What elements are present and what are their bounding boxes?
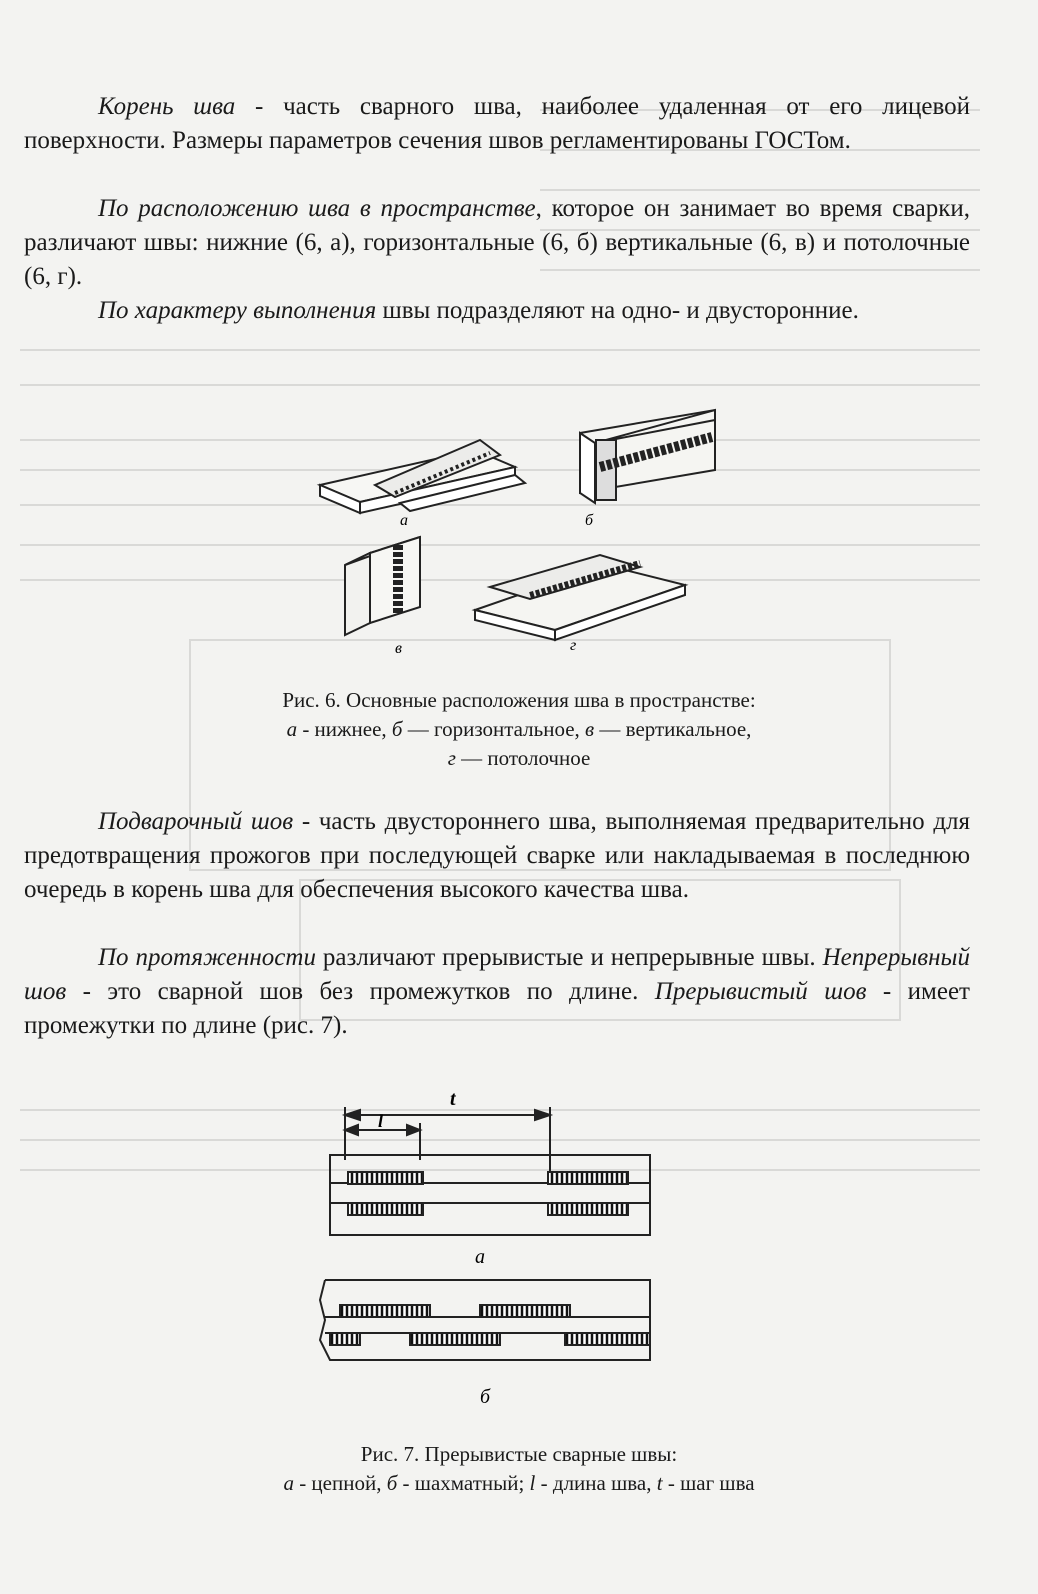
figure-7-intermittent-welds	[310, 1085, 670, 1415]
cap-g-text: — потолочное	[455, 746, 591, 770]
term-intermittent: Прерывистый шов	[654, 978, 867, 1005]
figure-7-caption-line1: Рис. 7. Прерывистые сварные швы:	[360, 1442, 678, 1466]
cap-a: а	[283, 1471, 294, 1495]
cap-a-text: - нижнее,	[297, 717, 392, 741]
figure-6-caption-line3	[0, 744, 1038, 773]
fig6-label-g: г	[570, 637, 577, 654]
term-execution: По характеру выполнения	[98, 297, 377, 324]
paragraph-text: различают прерывистые и непрерывные швы.	[315, 944, 823, 971]
cap-b: б	[391, 717, 403, 741]
fig6-label-a: а	[400, 512, 408, 529]
cap-b-text: — горизонтальное,	[402, 717, 586, 741]
cap-b: б	[386, 1471, 398, 1495]
paragraph-position	[24, 192, 970, 294]
cap-b-text: - шахматный;	[397, 1471, 530, 1495]
cap-l: l	[529, 1471, 536, 1495]
paragraph-length	[24, 941, 970, 1043]
fig7-label-b: б	[480, 1386, 491, 1408]
term-backing: Подварочный шов	[98, 808, 294, 835]
paragraph-text: - это сварной шов без промежутков по длине.	[66, 978, 655, 1005]
term-length: По протяженности	[98, 944, 316, 971]
figure-6-weld-positions	[300, 395, 760, 660]
cap-v: в	[585, 717, 595, 741]
figure-6-caption-line2	[0, 715, 1038, 744]
cap-t-text: - шаг шва	[662, 1471, 755, 1495]
paragraph-text: швы подразделяют на одно- и двусторонние.	[376, 297, 859, 324]
paragraph-execution	[24, 294, 970, 328]
paragraph-root-of-weld	[24, 90, 970, 158]
term-position: По расположению шва в пространстве	[98, 195, 536, 222]
paragraph-text: , которое он занимает во время сварки, различают швы: нижние (6, а), горизонтальные (6, б) вертикальные (6, в) и потолочные (6, г).	[24, 195, 971, 290]
fig6-label-b: б	[585, 512, 594, 529]
fig7-label-l: l	[378, 1111, 384, 1131]
cap-a-text: - цепной,	[293, 1471, 387, 1495]
paragraph-backing-weld	[24, 805, 970, 907]
fig6-label-v: в	[395, 640, 402, 657]
paragraph-text: - часть сварного шва, наиболее удаленная от его лицевой поверхности. Размеры параметров сечения швов регламентированы ГОСТом.	[24, 93, 970, 154]
paragraph-text: - имеет промежутки по длине (рис. 7).	[24, 978, 970, 1039]
figure-7-caption-line2	[0, 1469, 1038, 1498]
cap-t: t	[656, 1471, 663, 1495]
cap-v-text: — вертикальное,	[594, 717, 752, 741]
cap-l-text: - длина шва,	[535, 1471, 657, 1495]
figure-6-caption-line1: Рис. 6. Основные расположения шва в пространстве:	[282, 688, 756, 712]
term-continuous: Непрерывный шов	[24, 944, 970, 1005]
cap-g: г	[447, 746, 456, 770]
fig7-label-a: а	[475, 1246, 485, 1268]
cap-a: а	[286, 717, 298, 741]
fig7-label-t: t	[450, 1088, 456, 1110]
term-root: Корень шва	[98, 93, 236, 120]
paragraph-text: - часть двустороннего шва, выполняемая предварительно для предотвращения прожогов при последующей сварке или накладываемая в последнюю очередь в корень шва для обеспечения высокого качества шва.	[24, 808, 971, 903]
